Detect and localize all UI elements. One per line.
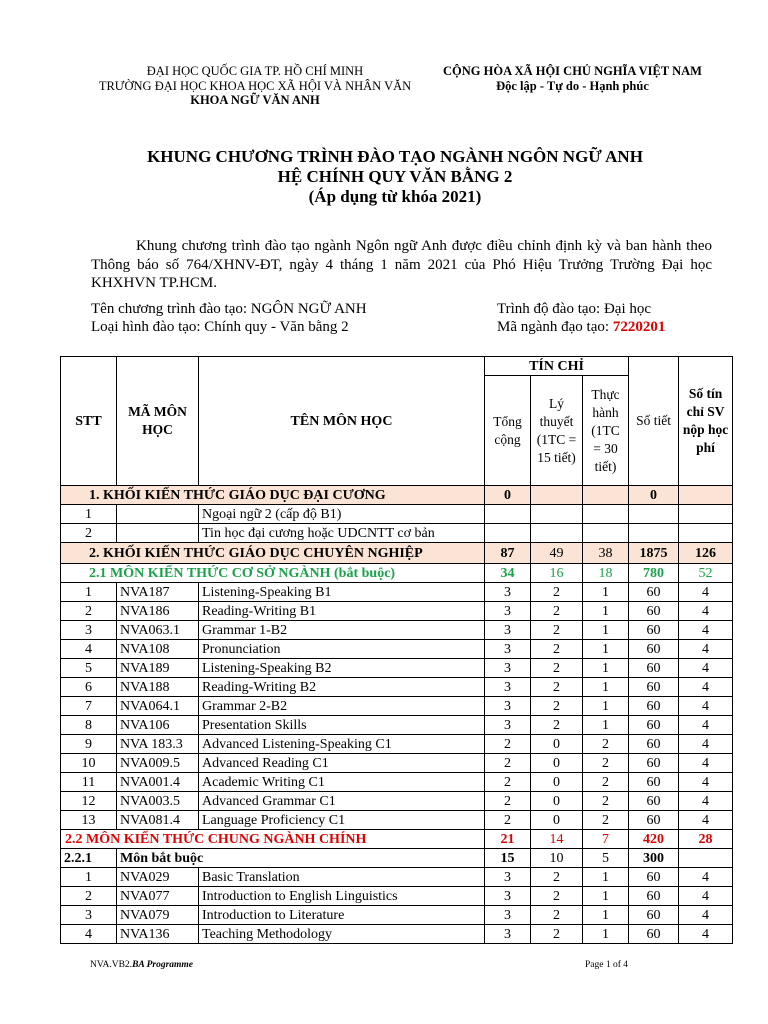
table-row bbox=[61, 505, 733, 524]
row-periods: 60 bbox=[629, 906, 679, 925]
row-theory: 0 bbox=[531, 792, 583, 811]
row-fee: 4 bbox=[679, 925, 733, 944]
institution-header bbox=[80, 64, 430, 108]
title-line-2: HỆ CHÍNH QUY VĂN BẰNG 2 bbox=[277, 167, 513, 186]
subsection-practice: 7 bbox=[583, 830, 629, 849]
row-name: Advanced Grammar C1 bbox=[199, 792, 485, 811]
row-stt: 5 bbox=[61, 659, 117, 678]
page-number: Page 1 of 4 bbox=[585, 960, 629, 970]
subsection-stt: 2.2.1 bbox=[61, 849, 117, 868]
row-name: Advanced Listening-Speaking C1 bbox=[199, 735, 485, 754]
section-fee: 126 bbox=[679, 543, 733, 564]
subsection-label: 2.2 MÔN KIẾN THỨC CHUNG NGÀNH CHÍNH bbox=[61, 830, 485, 849]
row-theory: 2 bbox=[531, 887, 583, 906]
program-name: Tên chương trình đào tạo: NGÔN NGỮ ANH bbox=[91, 301, 367, 317]
table-row bbox=[61, 659, 733, 678]
table-row bbox=[61, 887, 733, 906]
row-name: Pronunciation bbox=[199, 640, 485, 659]
row-stt: 12 bbox=[61, 792, 117, 811]
row-name: Introduction to Literature bbox=[199, 906, 485, 925]
row-fee: 4 bbox=[679, 792, 733, 811]
header-total: Tổng cộng bbox=[485, 376, 531, 486]
row-periods: 60 bbox=[629, 868, 679, 887]
title-line-3: (Áp dụng từ khóa 2021) bbox=[308, 187, 482, 206]
row-code: NVA108 bbox=[117, 640, 199, 659]
section-total: 0 bbox=[485, 486, 531, 505]
row-code: NVA106 bbox=[117, 716, 199, 735]
subsection-periods: 300 bbox=[629, 849, 679, 868]
major-code bbox=[497, 318, 665, 337]
row-total: 3 bbox=[485, 716, 531, 735]
row-total: 2 bbox=[485, 735, 531, 754]
header-credits: TÍN CHỈ bbox=[485, 357, 629, 376]
row-fee: 4 bbox=[679, 868, 733, 887]
row-stt: 4 bbox=[61, 640, 117, 659]
row-theory: 2 bbox=[531, 583, 583, 602]
row-periods: 60 bbox=[629, 887, 679, 906]
footer-code-plain: NVA.VB2. bbox=[90, 960, 133, 970]
section-label: 2. KHỐI KIẾN THỨC GIÁO DỤC CHUYÊN NGHIỆP bbox=[61, 543, 485, 564]
row-total: 3 bbox=[485, 621, 531, 640]
row-total: 2 bbox=[485, 792, 531, 811]
university-name: ĐẠI HỌC QUỐC GIA TP. HỒ CHÍ MINH bbox=[146, 64, 364, 78]
row-fee: 4 bbox=[679, 773, 733, 792]
subsection-core-major bbox=[61, 830, 733, 849]
table-row bbox=[61, 621, 733, 640]
subsection-theory: 10 bbox=[531, 849, 583, 868]
row-fee: 4 bbox=[679, 887, 733, 906]
row-total: 3 bbox=[485, 925, 531, 944]
row-code: NVA 183.3 bbox=[117, 735, 199, 754]
row-name: Listening-Speaking B1 bbox=[199, 583, 485, 602]
section-label: 1. KHỐI KIẾN THỨC GIÁO DỤC ĐẠI CƯƠNG bbox=[61, 486, 485, 505]
row-periods: 60 bbox=[629, 716, 679, 735]
subsection-periods: 780 bbox=[629, 564, 679, 583]
row-fee: 4 bbox=[679, 697, 733, 716]
subsection-practice: 18 bbox=[583, 564, 629, 583]
training-type: Loại hình đào tạo: Chính quy - Văn bằng 2 bbox=[91, 319, 349, 335]
row-practice: 2 bbox=[583, 811, 629, 830]
row-stt: 1 bbox=[61, 583, 117, 602]
row-periods: 60 bbox=[629, 678, 679, 697]
curriculum-table bbox=[60, 356, 733, 944]
row-practice: 1 bbox=[583, 640, 629, 659]
section-theory: 49 bbox=[531, 543, 583, 564]
row-theory: 2 bbox=[531, 697, 583, 716]
national-header bbox=[430, 64, 715, 93]
row-practice: 1 bbox=[583, 583, 629, 602]
row-periods: 60 bbox=[629, 735, 679, 754]
table-row bbox=[61, 602, 733, 621]
row-code: NVA081.4 bbox=[117, 811, 199, 830]
row-practice: 2 bbox=[583, 754, 629, 773]
row-practice: 1 bbox=[583, 906, 629, 925]
row-periods: 60 bbox=[629, 811, 679, 830]
row-code: NVA136 bbox=[117, 925, 199, 944]
row-periods: 60 bbox=[629, 754, 679, 773]
header-course-name: TÊN MÔN HỌC bbox=[199, 357, 485, 486]
subsection-periods: 420 bbox=[629, 830, 679, 849]
section-periods: 0 bbox=[629, 486, 679, 505]
document-title bbox=[60, 147, 730, 207]
row-theory: 0 bbox=[531, 735, 583, 754]
required-course-rows bbox=[61, 868, 733, 944]
row-stt: 2 bbox=[61, 524, 117, 543]
subsection-foundation bbox=[61, 564, 733, 583]
row-practice: 1 bbox=[583, 678, 629, 697]
row-periods: 60 bbox=[629, 697, 679, 716]
header-fee-credits: Số tín chỉ SV nộp học phí bbox=[679, 357, 733, 486]
row-code: NVA189 bbox=[117, 659, 199, 678]
row-practice: 1 bbox=[583, 868, 629, 887]
subsection-fee: 52 bbox=[679, 564, 733, 583]
row-name: Academic Writing C1 bbox=[199, 773, 485, 792]
section-general-education bbox=[61, 486, 733, 505]
row-practice: 1 bbox=[583, 602, 629, 621]
row-total: 3 bbox=[485, 697, 531, 716]
row-theory: 2 bbox=[531, 868, 583, 887]
subsection-practice: 5 bbox=[583, 849, 629, 868]
row-name: Grammar 2-B2 bbox=[199, 697, 485, 716]
row-practice: 1 bbox=[583, 925, 629, 944]
row-fee: 4 bbox=[679, 640, 733, 659]
table-row bbox=[61, 640, 733, 659]
row-theory: 0 bbox=[531, 754, 583, 773]
row-practice: 1 bbox=[583, 887, 629, 906]
row-theory: 2 bbox=[531, 716, 583, 735]
subsection-theory: 16 bbox=[531, 564, 583, 583]
row-theory: 2 bbox=[531, 640, 583, 659]
header-stt: STT bbox=[61, 357, 117, 486]
table-row bbox=[61, 735, 733, 754]
row-stt: 8 bbox=[61, 716, 117, 735]
faculty-name: KHOA NGỮ VĂN ANH bbox=[190, 93, 320, 107]
row-stt: 7 bbox=[61, 697, 117, 716]
row-stt: 2 bbox=[61, 887, 117, 906]
major-code-value: 7220201 bbox=[612, 319, 666, 335]
row-theory: 2 bbox=[531, 659, 583, 678]
subsection-required bbox=[61, 849, 733, 868]
row-total: 3 bbox=[485, 602, 531, 621]
row-theory: 0 bbox=[531, 773, 583, 792]
row-stt: 4 bbox=[61, 925, 117, 944]
section-periods: 1875 bbox=[629, 543, 679, 564]
row-code: NVA003.5 bbox=[117, 792, 199, 811]
table-row bbox=[61, 906, 733, 925]
subsection-theory: 14 bbox=[531, 830, 583, 849]
section-total: 87 bbox=[485, 543, 531, 564]
row-total: 3 bbox=[485, 906, 531, 925]
table-row bbox=[61, 792, 733, 811]
row-fee: 4 bbox=[679, 906, 733, 925]
row-name: Basic Translation bbox=[199, 868, 485, 887]
subsection-total: 15 bbox=[485, 849, 531, 868]
row-practice: 1 bbox=[583, 697, 629, 716]
row-stt: 9 bbox=[61, 735, 117, 754]
row-fee: 4 bbox=[679, 811, 733, 830]
row-stt: 6 bbox=[61, 678, 117, 697]
row-periods: 60 bbox=[629, 583, 679, 602]
row-fee: 4 bbox=[679, 735, 733, 754]
table-row bbox=[61, 697, 733, 716]
row-code: NVA009.5 bbox=[117, 754, 199, 773]
row-theory: 2 bbox=[531, 906, 583, 925]
header-periods: Số tiết bbox=[629, 357, 679, 486]
footer-program-code bbox=[90, 960, 193, 970]
row-total: 3 bbox=[485, 868, 531, 887]
table-row bbox=[61, 678, 733, 697]
row-theory: 0 bbox=[531, 811, 583, 830]
row-code: NVA186 bbox=[117, 602, 199, 621]
row-name: Reading-Writing B2 bbox=[199, 678, 485, 697]
row-code: NVA063.1 bbox=[117, 621, 199, 640]
row-name: Language Proficiency C1 bbox=[199, 811, 485, 830]
row-theory: 2 bbox=[531, 621, 583, 640]
row-practice: 2 bbox=[583, 792, 629, 811]
row-course-name: Ngoại ngữ 2 (cấp độ B1) bbox=[199, 505, 485, 524]
row-code: NVA029 bbox=[117, 868, 199, 887]
national-motto: Độc lập - Tự do - Hạnh phúc bbox=[496, 78, 649, 93]
table-header-row bbox=[61, 357, 733, 376]
subsection-label: 2.1 MÔN KIẾN THỨC CƠ SỞ NGÀNH (bắt buộc) bbox=[61, 564, 485, 583]
row-stt: 2 bbox=[61, 602, 117, 621]
row-practice: 2 bbox=[583, 773, 629, 792]
section-practice: 38 bbox=[583, 543, 629, 564]
subsection-total: 21 bbox=[485, 830, 531, 849]
row-fee: 4 bbox=[679, 583, 733, 602]
row-periods: 60 bbox=[629, 925, 679, 944]
foundation-course-rows bbox=[61, 583, 733, 830]
header-practice: Thực hành (1TC = 30 tiết) bbox=[583, 376, 629, 486]
row-total: 3 bbox=[485, 640, 531, 659]
row-total: 2 bbox=[485, 811, 531, 830]
row-code: NVA001.4 bbox=[117, 773, 199, 792]
row-practice: 1 bbox=[583, 716, 629, 735]
title-line-1: KHUNG CHƯƠNG TRÌNH ĐÀO TẠO NGÀNH NGÔN NGỮ ANH bbox=[147, 147, 643, 166]
table-row bbox=[61, 583, 733, 602]
table-row bbox=[61, 868, 733, 887]
row-periods: 60 bbox=[629, 792, 679, 811]
footer-code-italic: BA Programme bbox=[132, 960, 194, 970]
row-name: Introduction to English Linguistics bbox=[199, 887, 485, 906]
table-row bbox=[61, 773, 733, 792]
row-total: 3 bbox=[485, 678, 531, 697]
row-code: NVA064.1 bbox=[117, 697, 199, 716]
header-theory: Lý thuyết (1TC = 15 tiết) bbox=[531, 376, 583, 486]
row-practice: 1 bbox=[583, 659, 629, 678]
row-course-name: Tin học đại cương hoặc UDCNTT cơ bản bbox=[199, 524, 485, 543]
row-periods: 60 bbox=[629, 659, 679, 678]
table-row bbox=[61, 716, 733, 735]
row-practice: 2 bbox=[583, 735, 629, 754]
row-stt: 13 bbox=[61, 811, 117, 830]
row-theory: 2 bbox=[531, 925, 583, 944]
row-total: 3 bbox=[485, 659, 531, 678]
row-name: Reading-Writing B1 bbox=[199, 602, 485, 621]
table-row bbox=[61, 811, 733, 830]
row-periods: 60 bbox=[629, 602, 679, 621]
table-row bbox=[61, 754, 733, 773]
row-name: Advanced Reading C1 bbox=[199, 754, 485, 773]
row-total: 2 bbox=[485, 754, 531, 773]
subsection-total: 34 bbox=[485, 564, 531, 583]
row-fee: 4 bbox=[679, 659, 733, 678]
row-name: Listening-Speaking B2 bbox=[199, 659, 485, 678]
training-level: Trình độ đào tạo: Đại học bbox=[497, 301, 652, 317]
table-row bbox=[61, 925, 733, 944]
row-code: NVA079 bbox=[117, 906, 199, 925]
row-stt: 10 bbox=[61, 754, 117, 773]
row-code: NVA187 bbox=[117, 583, 199, 602]
row-fee: 4 bbox=[679, 716, 733, 735]
row-code: NVA077 bbox=[117, 887, 199, 906]
row-fee: 4 bbox=[679, 754, 733, 773]
country-name: CỘNG HÒA XÃ HỘI CHỦ NGHĨA VIỆT NAM bbox=[443, 64, 702, 78]
row-fee: 4 bbox=[679, 602, 733, 621]
row-total: 3 bbox=[485, 583, 531, 602]
row-fee: 4 bbox=[679, 678, 733, 697]
subsection-label: Môn bắt buộc bbox=[117, 849, 485, 868]
row-stt: 11 bbox=[61, 773, 117, 792]
row-fee: 4 bbox=[679, 621, 733, 640]
row-stt: 1 bbox=[61, 505, 117, 524]
row-name: Teaching Methodology bbox=[199, 925, 485, 944]
row-theory: 2 bbox=[531, 602, 583, 621]
intro-paragraph: Khung chương trình đào tạo ngành Ngôn ngữ Anh được điều chỉnh định kỳ và ban hành theo Thông báo số 764/XHNV-ĐT, ngày 4 tháng 1 năm 2021 của Phó Hiệu Trưởng Trường Đại học KHXHVN TP.HCM. bbox=[91, 238, 712, 291]
row-theory: 2 bbox=[531, 678, 583, 697]
section-professional-education bbox=[61, 543, 733, 564]
major-code-label: Mã ngành đạo tạo: bbox=[497, 319, 613, 335]
table-row bbox=[61, 524, 733, 543]
header-course-code: MÃ MÔN HỌC bbox=[117, 357, 199, 486]
row-total: 3 bbox=[485, 887, 531, 906]
row-stt: 1 bbox=[61, 868, 117, 887]
row-practice: 1 bbox=[583, 621, 629, 640]
row-total: 2 bbox=[485, 773, 531, 792]
row-code: NVA188 bbox=[117, 678, 199, 697]
row-periods: 60 bbox=[629, 621, 679, 640]
row-name: Grammar 1-B2 bbox=[199, 621, 485, 640]
row-periods: 60 bbox=[629, 640, 679, 659]
row-stt: 3 bbox=[61, 621, 117, 640]
row-stt: 3 bbox=[61, 906, 117, 925]
row-periods: 60 bbox=[629, 773, 679, 792]
subsection-fee: 28 bbox=[679, 830, 733, 849]
row-name: Presentation Skills bbox=[199, 716, 485, 735]
school-name: TRƯỜNG ĐẠI HỌC KHOA HỌC XÃ HỘI VÀ NHÂN VĂN bbox=[98, 78, 412, 93]
